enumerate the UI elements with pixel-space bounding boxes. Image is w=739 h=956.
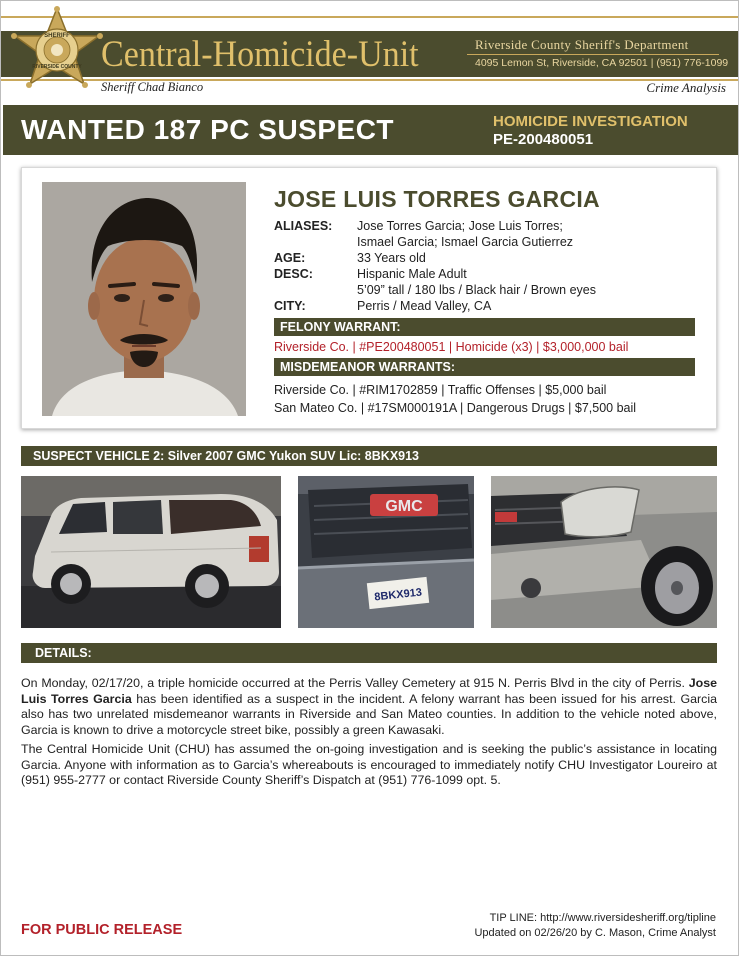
header-rule-top — [1, 16, 738, 18]
vehicle-photo-side — [21, 476, 281, 628]
suspect-photo — [42, 182, 246, 416]
desc-line-2: 5’09” tall / 180 lbs / Black hair / Brown eyes — [357, 283, 597, 297]
investigation-label: HOMICIDE INVESTIGATION — [493, 113, 688, 130]
desc-row-2 — [274, 282, 694, 298]
badge-text-top: SHERIFF — [44, 33, 70, 39]
sheriff-star-icon — [11, 6, 103, 102]
sheriff-name: Sheriff Chad Bianco — [101, 80, 204, 94]
details-suspect-name: Jose Luis Torres Garcia — [21, 676, 717, 706]
age-row — [274, 250, 694, 266]
suspect-name: JOSE LUIS TORRES GARCIA — [274, 186, 600, 212]
tip-line-block — [474, 911, 716, 941]
department-divider — [467, 54, 719, 55]
department-name: Riverside County Sheriff's Department — [475, 37, 689, 52]
gmc-badge-text: GMC — [385, 498, 423, 515]
suspect-info — [274, 218, 694, 314]
details-paragraph-1 — [21, 676, 717, 738]
aliases-row-2 — [274, 234, 694, 250]
wanted-title: WANTED 187 PC SUSPECT — [21, 114, 395, 145]
city-value: Perris / Mead Valley, CA — [357, 299, 492, 313]
city-row — [274, 298, 694, 314]
felony-warrant-label: FELONY WARRANT: — [274, 318, 695, 336]
age-value: 33 Years old — [357, 251, 426, 265]
tip-line-link[interactable]: TIP LINE: http://www.riversidesheriff.org/tipline — [489, 912, 716, 924]
vehicle-photo-grille — [298, 476, 474, 628]
department-box — [467, 34, 729, 74]
aliases-line-2: Ismael Garcia; Ismael Garcia Gutierrez — [357, 235, 574, 249]
desc-line-1: Hispanic Male Adult — [357, 267, 467, 281]
crime-analysis-label: Crime Analysis — [646, 80, 726, 95]
desc-label: DESC: — [274, 267, 313, 281]
unit-title: Central-Homicide-Unit — [101, 34, 419, 75]
header — [1, 1, 738, 105]
details-paragraph-2: The Central Homicide Unit (CHU) has assumed the on-going investigation and is seeking the public’s assistance in locating Garcia. Anyone with information as to Garcia’s whereabouts is encouraged to immediately notify CHU Investigator Loureiro at (951) 955-2777 or contact Riverside County Sheriff’s Dispatch at (951) 776-1099 opt. 5. — [21, 742, 717, 787]
suspect-card — [21, 167, 717, 429]
vehicle-photo-front — [491, 476, 717, 628]
updated-note: Updated on 02/26/20 by C. Mason, Crime Analyst — [474, 927, 716, 939]
details-p1-intro: On Monday, 02/17/20, a triple homicide occurred at the Perris Valley Cemetery at 915 N. Perris Blvd in the city of Perris. — [21, 676, 689, 690]
aliases-line-1: Jose Torres Garcia; Jose Luis Torres; — [357, 219, 563, 233]
license-plate-text: 8BKX913 — [373, 586, 423, 604]
misdemeanor-warrants-label: MISDEMEANOR WARRANTS: — [274, 358, 695, 376]
wanted-bar — [3, 105, 738, 155]
age-label: AGE: — [274, 251, 306, 265]
felony-warrant: Riverside Co. | #PE200480051 | Homicide (x3) | $3,000,000 bail — [274, 340, 629, 354]
public-release-label: FOR PUBLIC RELEASE — [21, 922, 183, 938]
suspect-vehicle-bar: SUSPECT VEHICLE 2: Silver 2007 GMC Yukon SUV Lic: 8BKX913 — [21, 446, 717, 466]
aliases-label: ALIASES: — [274, 219, 333, 233]
desc-row — [274, 266, 694, 282]
badge-text-bottom: RIVERSIDE COUNTY — [32, 64, 82, 70]
city-label: CITY: — [274, 299, 306, 313]
misdemeanor-warrant-2: San Mateo Co. | #17SM000191A | Dangerous Drugs | $7,500 bail — [274, 401, 637, 415]
details-p1-rest: has been identified as a suspect in the incident. A felony warrant has been issued for his arrest. Garcia also has two unrelated misdemeanor warrants in Riverside and San Mateo counties. In addition to the vehicle noted above, Garcia is known to drive a motorcycle street bike, possibly a green Kawasaki. — [21, 691, 717, 737]
details-text — [21, 676, 717, 793]
misdemeanor-warrant-1: Riverside Co. | #RIM1702859 | Traffic Offenses | $5,000 bail — [274, 383, 607, 397]
details-bar: DETAILS: — [21, 643, 717, 663]
aliases-row — [274, 218, 694, 234]
department-address: 4095 Lemon St, Riverside, CA 92501 | (951) 776-1099 — [475, 57, 729, 69]
case-number: PE-200480051 — [493, 131, 594, 148]
